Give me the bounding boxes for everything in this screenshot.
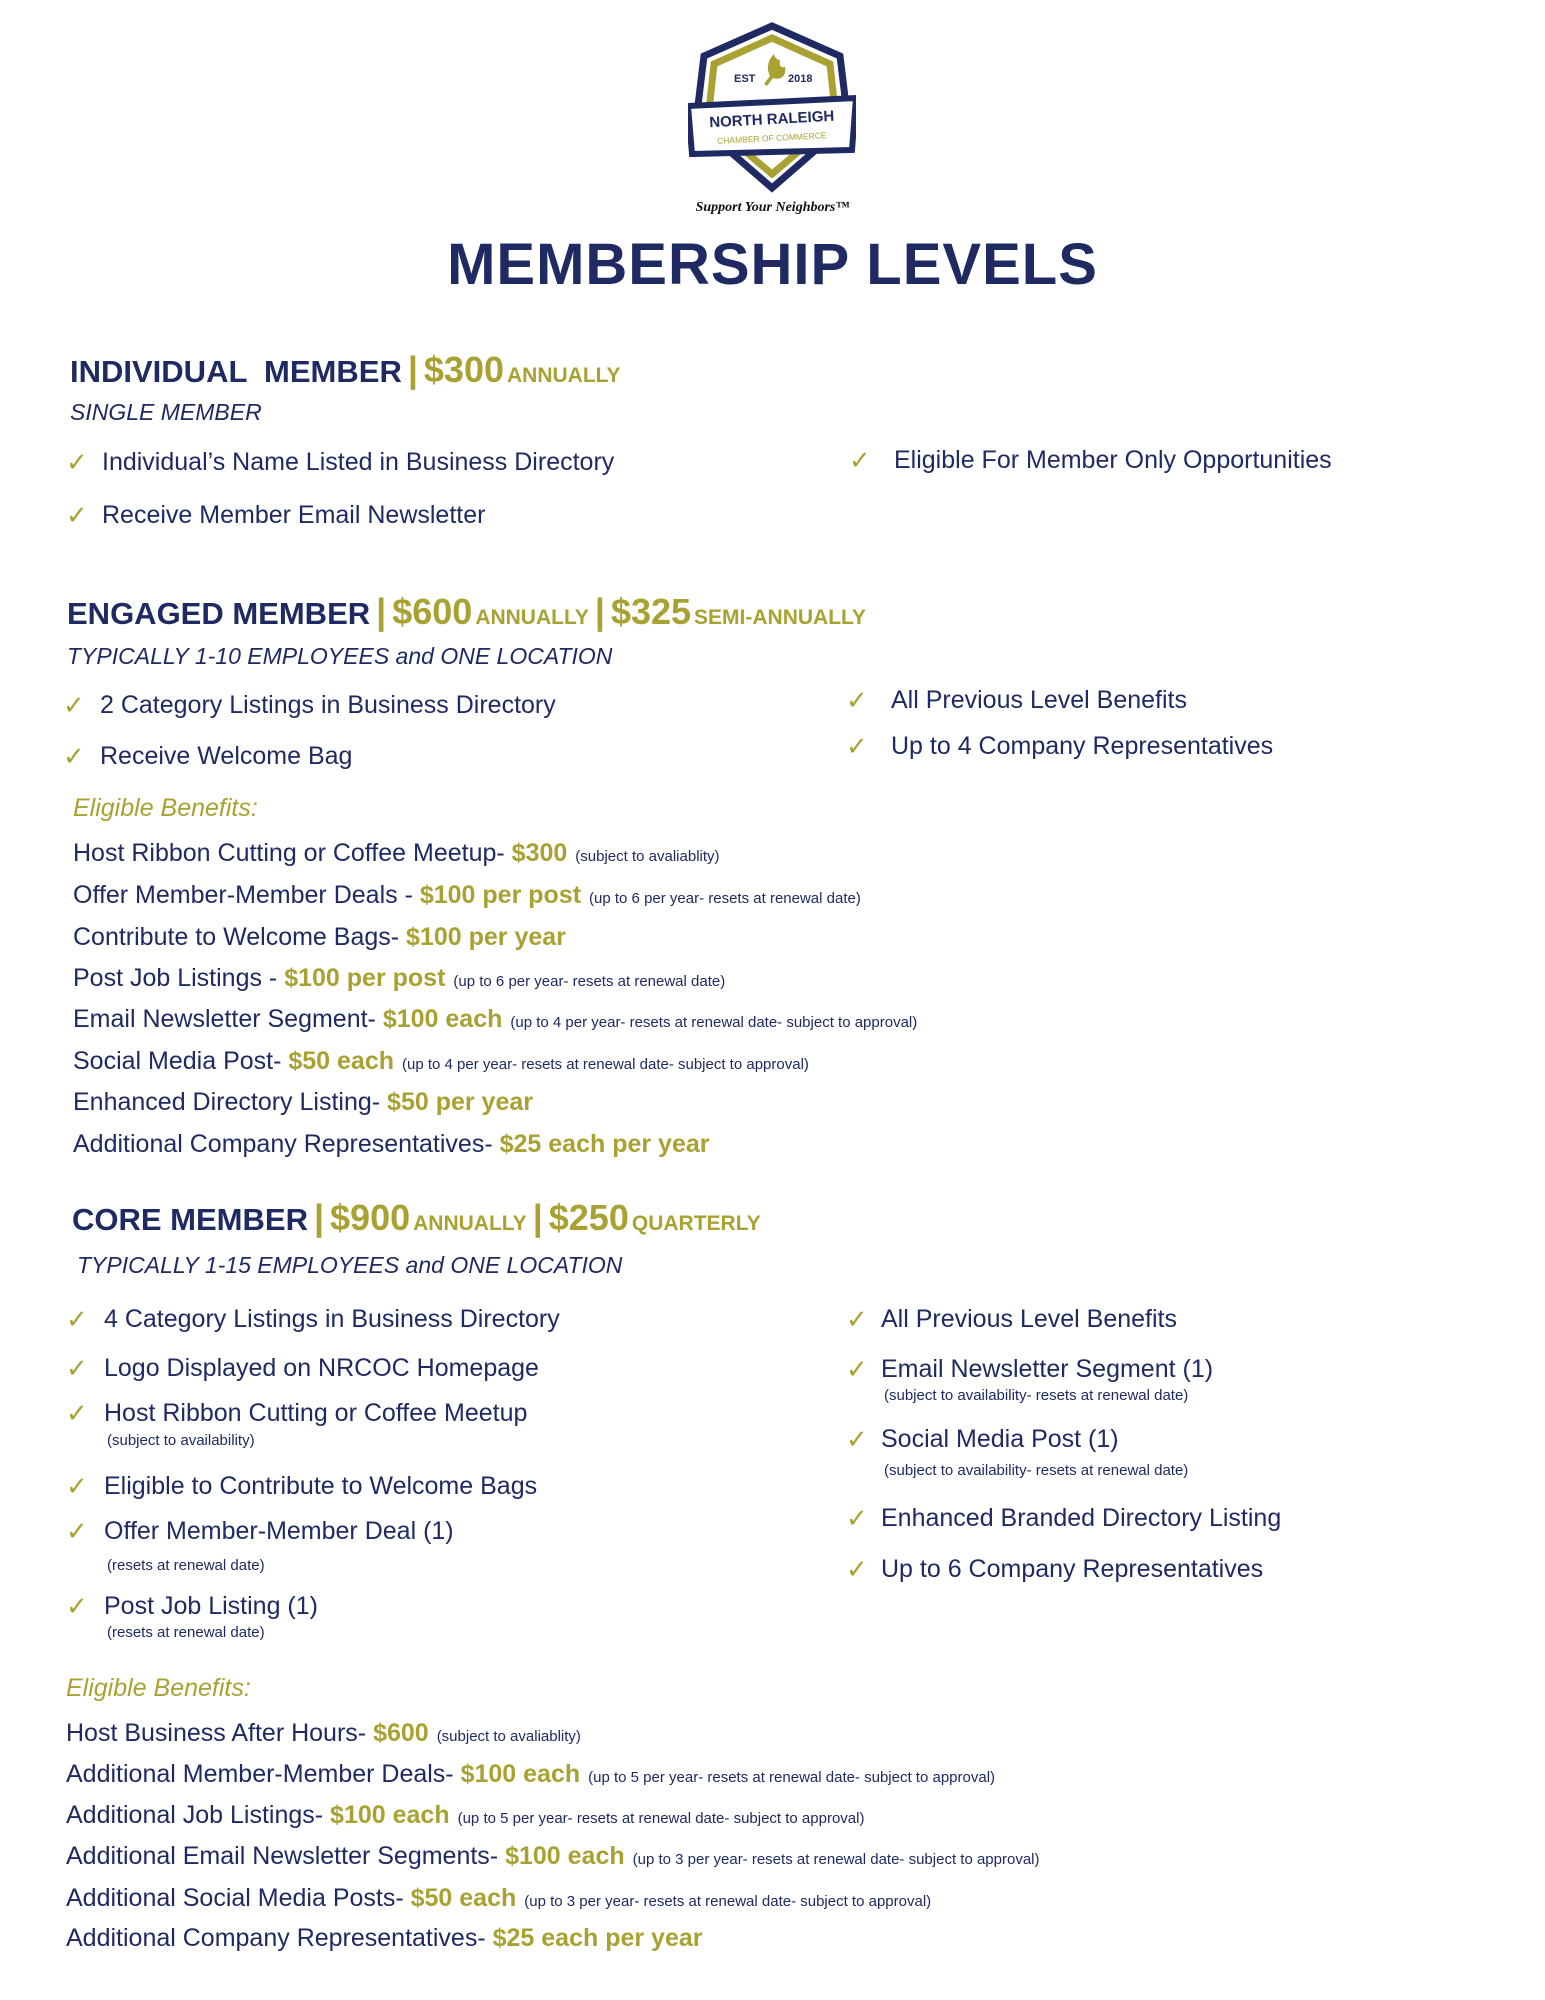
benefit-text: Email Newsletter Segment- xyxy=(73,1005,383,1033)
level-heading xyxy=(72,1198,761,1238)
benefit-price: $100 per post xyxy=(284,964,446,992)
eligible-benefit-item xyxy=(73,1087,533,1117)
level-subtitle: TYPICALLY 1-15 EMPLOYEES and ONE LOCATION xyxy=(77,1252,623,1278)
tagline: Support Your Neighbors™ xyxy=(695,200,850,215)
benefit-item: Enhanced Branded Directory Listing xyxy=(881,1504,1282,1532)
benefit-item: Receive Member Email Newsletter xyxy=(102,501,486,529)
eligible-benefit-item xyxy=(73,922,566,952)
check-icon: ✓ xyxy=(849,445,871,475)
benefit-item: Social Media Post (1) xyxy=(881,1425,1119,1453)
check-icon: ✓ xyxy=(66,447,88,477)
benefit-item: Logo Displayed on NRCOC Homepage xyxy=(104,1354,539,1382)
eligible-benefit-item xyxy=(73,880,861,914)
level-subtitle: TYPICALLY 1-10 EMPLOYEES and ONE LOCATION xyxy=(67,643,613,669)
benefit-note: (up to 3 per year- resets at renewal date- subject to approval) xyxy=(524,1893,932,1910)
benefit-item: Offer Member-Member Deal (1) xyxy=(104,1517,454,1545)
svg-text:NORTH RALEIGH: NORTH RALEIGH xyxy=(708,107,835,132)
check-icon: ✓ xyxy=(846,731,868,761)
check-icon: ✓ xyxy=(66,1591,88,1621)
benefit-note: (up to 6 per year- resets at renewal date) xyxy=(589,890,861,907)
check-icon: ✓ xyxy=(66,1304,88,1334)
benefit-item: 4 Category Listings in Business Directory xyxy=(104,1305,560,1333)
check-icon: ✓ xyxy=(846,1554,868,1584)
benefit-item: All Previous Level Benefits xyxy=(881,1305,1177,1333)
check-icon: ✓ xyxy=(66,1516,88,1546)
eligible-benefit-item xyxy=(73,1004,917,1038)
benefit-text: Enhanced Directory Listing- xyxy=(73,1088,388,1116)
check-icon: ✓ xyxy=(846,685,868,715)
benefit-price: $600 xyxy=(373,1719,429,1747)
price-divider: | xyxy=(407,349,418,390)
benefit-item: Post Job Listing (1) xyxy=(104,1592,318,1620)
benefit-item: Eligible For Member Only Opportunities xyxy=(894,446,1332,474)
check-icon: ✓ xyxy=(63,741,85,771)
benefit-note: (up to 6 per year- resets at renewal date) xyxy=(453,973,726,990)
check-icon: ✓ xyxy=(846,1304,868,1334)
benefit-text: Social Media Post- xyxy=(73,1047,289,1075)
benefit-note: (resets at renewal date) xyxy=(107,1557,265,1574)
benefit-note: (subject to avaliablity) xyxy=(436,1728,581,1745)
eligible-benefit-item xyxy=(66,1841,1040,1875)
eligible-benefit-item xyxy=(73,1129,710,1159)
price-divider: | xyxy=(376,591,387,632)
benefit-item: Email Newsletter Segment (1) xyxy=(881,1355,1214,1383)
benefit-item: Up to 4 Company Representatives xyxy=(891,732,1274,760)
benefit-text: Additional Social Media Posts- xyxy=(66,1884,411,1912)
level-heading xyxy=(67,592,866,632)
benefit-text: Post Job Listings - xyxy=(73,964,285,992)
chamber-logo xyxy=(688,22,856,194)
benefit-item: All Previous Level Benefits xyxy=(891,686,1187,714)
check-icon: ✓ xyxy=(66,1398,88,1428)
benefit-price: $100 each xyxy=(330,1801,450,1829)
svg-text:EST: EST xyxy=(734,73,756,85)
benefit-item: Host Ribbon Cutting or Coffee Meetup xyxy=(104,1399,528,1427)
benefit-text: Host Ribbon Cutting or Coffee Meetup- xyxy=(73,839,512,867)
eligible-benefits-label: Eligible Benefits: xyxy=(73,794,258,822)
benefit-text: Contribute to Welcome Bags- xyxy=(73,923,407,951)
price-amount: $600 xyxy=(392,591,473,632)
price-amount: $300 xyxy=(423,349,504,390)
benefit-text: Additional Company Representatives- xyxy=(66,1924,493,1952)
benefit-note: (up to 4 per year- resets at renewal date- subject to approval) xyxy=(402,1056,809,1073)
price-amount: $325 xyxy=(610,591,692,632)
price-period: QUARTERLY xyxy=(631,1212,761,1235)
benefit-item: Eligible to Contribute to Welcome Bags xyxy=(104,1472,538,1500)
benefit-price: $100 per post xyxy=(419,881,582,909)
benefit-text: Host Business After Hours- xyxy=(66,1719,374,1747)
benefit-text: Additional Member-Member Deals- xyxy=(66,1760,461,1788)
benefit-price: $100 each xyxy=(505,1842,625,1870)
level-subtitle: SINGLE MEMBER xyxy=(70,399,262,425)
check-icon: ✓ xyxy=(63,690,85,720)
level-name: ENGAGED MEMBER xyxy=(67,596,371,631)
benefit-text: Additional Job Listings- xyxy=(66,1801,331,1829)
benefit-item: Individual’s Name Listed in Business Directory xyxy=(102,448,615,476)
benefit-item: Up to 6 Company Representatives xyxy=(881,1555,1264,1583)
eligible-benefits-label: Eligible Benefits: xyxy=(66,1674,251,1702)
benefit-price: $100 each xyxy=(460,1760,581,1788)
check-icon: ✓ xyxy=(66,1353,88,1383)
price-period: ANNUALLY xyxy=(475,606,589,629)
benefit-item: Receive Welcome Bag xyxy=(100,742,353,770)
benefit-note: (up to 3 per year- resets at renewal date- subject to approval) xyxy=(632,1851,1040,1868)
price-divider: | xyxy=(594,591,605,632)
benefit-item: 2 Category Listings in Business Directory xyxy=(100,691,556,719)
benefit-note: (subject to availability- resets at renewal date) xyxy=(884,1462,1189,1479)
benefit-price: $300 xyxy=(511,839,568,867)
level-name: INDIVIDUAL MEMBER xyxy=(70,354,402,389)
check-icon: ✓ xyxy=(66,500,88,530)
benefit-text: Additional Email Newsletter Segments- xyxy=(66,1842,506,1870)
price-period: ANNUALLY xyxy=(507,364,621,387)
benefit-price: $25 each per year xyxy=(499,1130,710,1158)
eligible-benefit-item xyxy=(73,1046,809,1080)
benefit-note: (subject to availability- resets at renewal date) xyxy=(884,1387,1189,1404)
benefit-price: $50 each xyxy=(288,1047,395,1075)
eligible-benefit-item xyxy=(66,1718,581,1752)
benefit-note: (up to 5 per year- resets at renewal date- subject to approval) xyxy=(457,1810,865,1827)
benefit-price: $25 each per year xyxy=(492,1924,703,1952)
benefit-price: $50 per year xyxy=(387,1088,533,1116)
eligible-benefit-item xyxy=(66,1759,995,1793)
benefit-text: Additional Company Representatives- xyxy=(73,1130,500,1158)
benefit-note: (up to 5 per year- resets at renewal date- subject to approval) xyxy=(588,1769,996,1786)
price-amount: $250 xyxy=(548,1197,629,1238)
benefit-note: (resets at renewal date) xyxy=(107,1624,265,1641)
check-icon: ✓ xyxy=(846,1354,868,1384)
check-icon: ✓ xyxy=(846,1503,868,1533)
price-period: SEMI-ANNUALLY xyxy=(694,606,866,629)
eligible-benefit-item xyxy=(66,1800,864,1834)
benefit-note: (subject to avaliablity) xyxy=(575,848,720,865)
price-period: ANNUALLY xyxy=(413,1212,527,1235)
benefit-price: $100 each xyxy=(382,1005,503,1033)
eligible-benefit-item xyxy=(73,963,725,997)
eligible-benefit-item xyxy=(66,1883,931,1917)
price-amount: $900 xyxy=(330,1197,411,1238)
price-divider: | xyxy=(532,1197,543,1238)
check-icon: ✓ xyxy=(846,1424,868,1454)
svg-text:2018: 2018 xyxy=(788,73,813,85)
level-heading xyxy=(70,350,621,390)
benefit-text: Offer Member-Member Deals - xyxy=(73,881,420,909)
eligible-benefit-item xyxy=(73,838,720,872)
benefit-price: $50 each xyxy=(410,1884,517,1912)
benefit-note: (up to 4 per year- resets at renewal date- subject to approval) xyxy=(510,1014,918,1031)
benefit-note: (subject to availability) xyxy=(107,1432,255,1449)
level-name: CORE MEMBER xyxy=(72,1202,308,1237)
svg-text:CHAMBER OF COMMERCE: CHAMBER OF COMMERCE xyxy=(716,130,827,146)
benefit-price: $100 per year xyxy=(406,923,566,951)
check-icon: ✓ xyxy=(66,1471,88,1501)
price-divider: | xyxy=(313,1197,325,1238)
page-title: MEMBERSHIP LEVELS xyxy=(447,232,1098,297)
eligible-benefit-item xyxy=(66,1923,703,1953)
